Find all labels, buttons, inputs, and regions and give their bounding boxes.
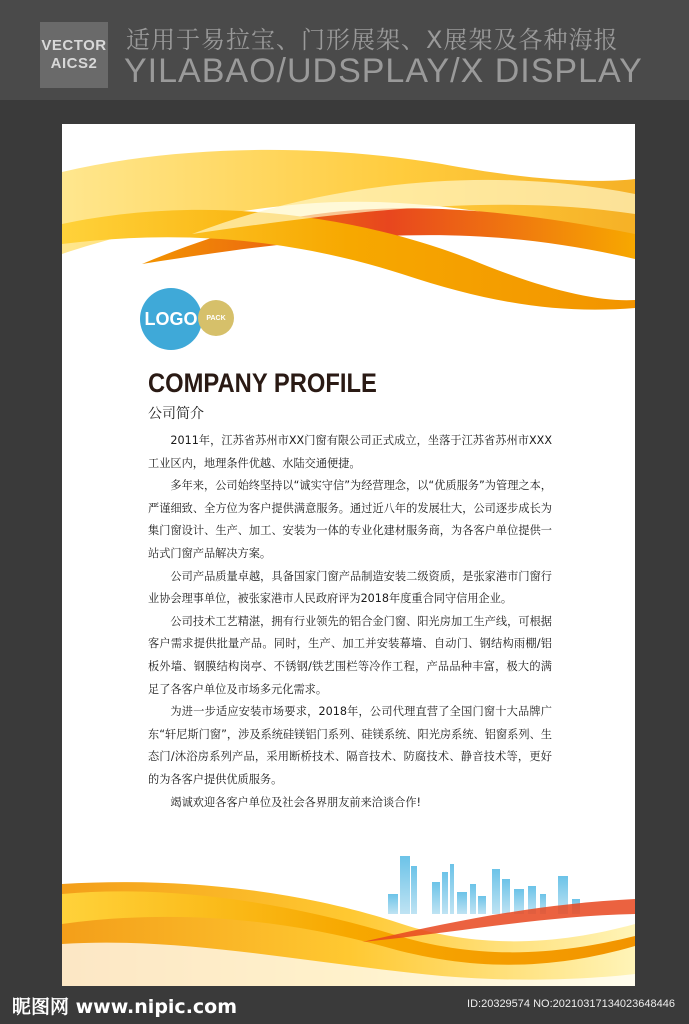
badge-line2: AICS2 [50, 55, 98, 72]
banner-subtitle: YILABAO/UDSPLAY/X DISPLAY [124, 52, 643, 90]
badge-line1: VECTOR [41, 37, 107, 54]
paragraph: 为进一步适应安装市场要求，2018年，公司代理直营了全国门窗十大品牌广东“轩尼斯门窗”，涉及系统硅镁铝门系列、硅镁系统、阳光房系统、铝窗系列、生态门/沐浴房系列产品，采用断桥技术、隔音技术、防腐技术、静音技术等，更好的为各客户提供优质服务。 [148, 705, 552, 786]
logo-circle: LOGO [140, 288, 202, 350]
nipic-watermark: 昵图网 www.nipic.com [12, 996, 238, 1018]
company-profile-heading-cn: 公司简介 [148, 406, 204, 422]
paragraph: 竭诚欢迎各客户单位及社会各界朋友前来洽谈合作! [170, 795, 422, 809]
top-banner [0, 0, 689, 100]
poster [62, 124, 635, 986]
vector-badge [40, 22, 108, 88]
company-profile-heading: COMPANY PROFILE [148, 368, 377, 398]
paragraph: 2011年，江苏省苏州市XX门窗有限公司正式成立，坐落于江苏省苏州市XXX工业区内，地理条件优越、水陆交通便捷。 [148, 434, 552, 470]
city-skyline [388, 856, 580, 914]
paragraph: 多年来，公司始终坚持以“诚实守信”为经营理念，以“优质服务”为管理之本，严谨细致、全方位为客户提供满意服务。通过近八年的发展壮大，公司逐步成长为集门窗设计、生产、加工、安装为一体的专业化建材服务商，为各客户单位提供一站式门窗产品解决方案。 [148, 479, 552, 560]
paragraph: 公司产品质量卓越，具备国家门窗产品制造安装二级资质，是张家港市门窗行业协会理事单位，被张家港市人民政府评为2018年度重合同守信用企业。 [148, 569, 552, 606]
profile-body [148, 430, 552, 814]
pack-circle: PACK [198, 300, 234, 336]
image-id: ID:20329574 NO:20210317134023648446 [467, 998, 675, 1010]
banner-title: 适用于易拉宝、门形展架、X展架及各种海报 [126, 26, 619, 54]
paragraph: 公司技术工艺精湛，拥有行业领先的铝合金门窗、阳光房加工生产线，可根据客户需求提供批量产品。同时，生产、加工并安装幕墙、自动门、钢结构雨棚/铝板外墙、钢膜结构岗亭、不锈钢/铁艺围栏等冷作工程，产品品种丰富，极大的满足了各客户单位及市场多元化需求。 [148, 614, 552, 696]
